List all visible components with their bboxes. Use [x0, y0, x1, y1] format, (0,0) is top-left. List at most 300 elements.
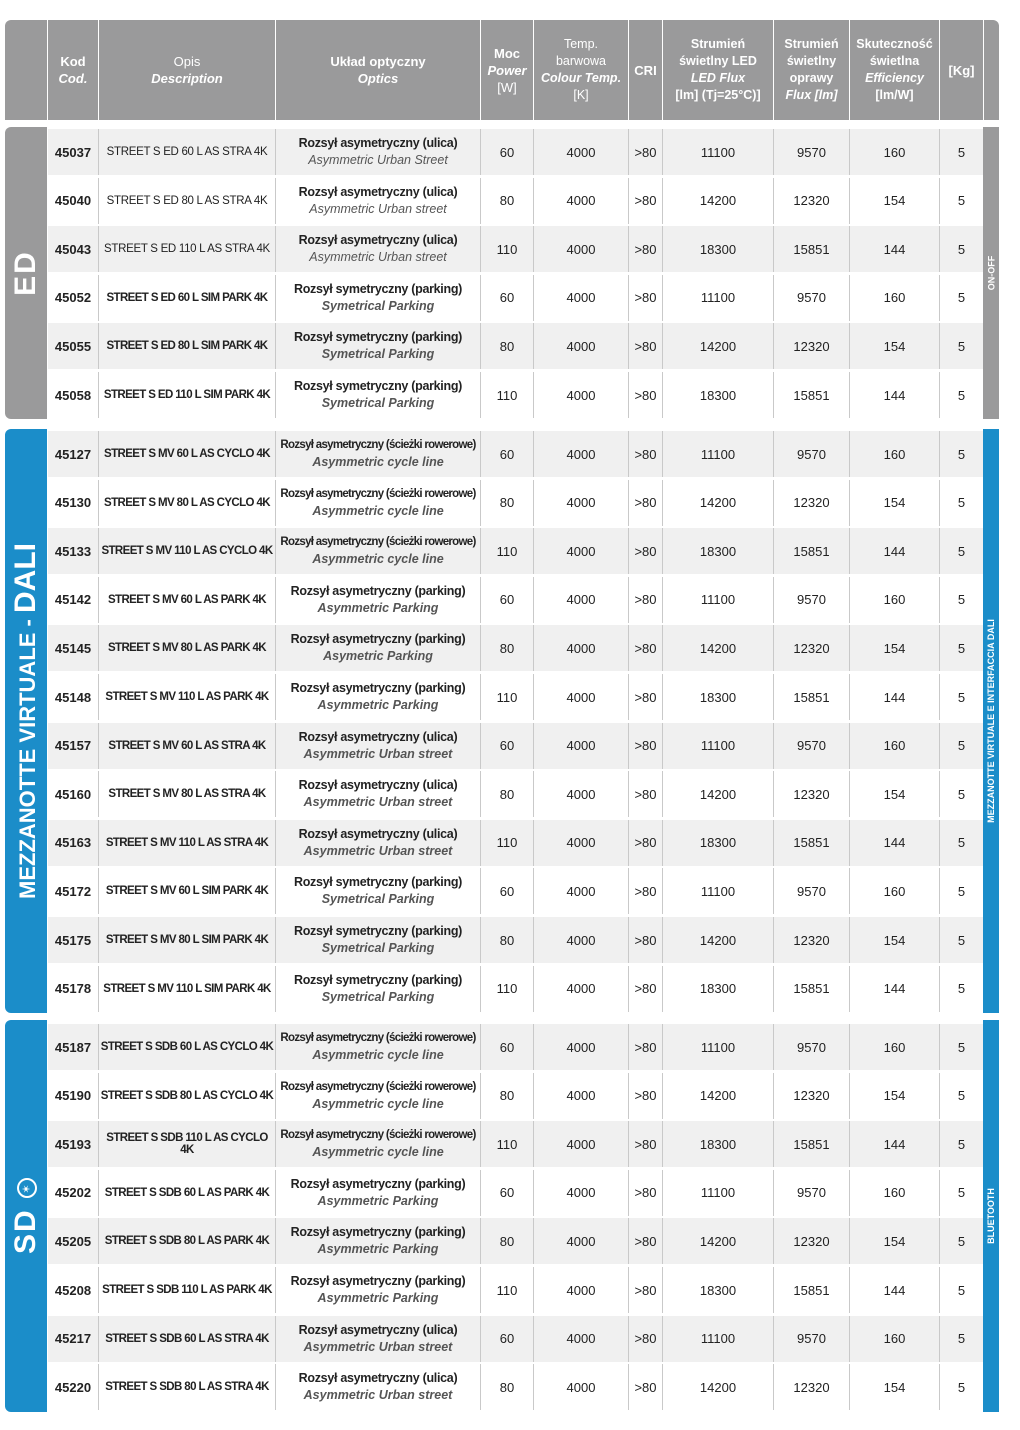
cell-flux: 15851	[774, 1267, 849, 1313]
band-mv-text: MEZZANOTTE VIRTUALE -	[15, 613, 41, 899]
table-row	[47, 129, 983, 175]
optics-pl: Rozsył asymetryczny (ulica)	[298, 778, 458, 793]
cell-cri: >80	[629, 1073, 662, 1119]
cell-code: 45202	[48, 1170, 98, 1216]
cell-temp: 4000	[534, 1121, 628, 1167]
optics-en: Asymmetric Parking	[317, 600, 439, 615]
column-divider	[480, 917, 481, 963]
optics-en: Symetrical Parking	[321, 941, 435, 955]
cell-optics	[276, 577, 480, 623]
cell-code: 45055	[48, 323, 98, 369]
header-description	[99, 20, 275, 120]
cell-led-flux: 14200	[663, 625, 773, 671]
cell-temp: 4000	[534, 528, 628, 574]
header-power	[481, 20, 533, 120]
column-divider	[662, 431, 663, 477]
optics-pl: Rozsył asymetryczny (ścieżki rowerowe)	[280, 1129, 476, 1142]
cell-cri: >80	[629, 723, 662, 769]
cell-code: 45220	[48, 1364, 98, 1410]
column-divider	[275, 674, 276, 720]
cell-flux: 12320	[774, 323, 849, 369]
cell-led-flux: 18300	[663, 226, 773, 272]
header-weight-label: [Kg]	[948, 62, 975, 78]
cell-temp: 4000	[534, 820, 628, 866]
header-flux-pl2: świetlny	[786, 54, 837, 68]
cell-kg: 5	[940, 1024, 983, 1070]
cell-code: 45148	[48, 674, 98, 720]
cell-optics	[276, 1218, 480, 1264]
column-divider	[98, 1170, 99, 1216]
column-divider	[480, 323, 481, 369]
cell-desc: STREET S ED 60 L AS STRA 4K	[99, 129, 275, 175]
column-divider	[533, 275, 534, 321]
table-row	[47, 1121, 983, 1167]
cell-led-flux: 18300	[663, 820, 773, 866]
section-band-ed	[5, 127, 47, 419]
column-divider	[480, 226, 481, 272]
table-row	[47, 372, 983, 418]
cell-desc: STREET S MV 80 L SIM PARK 4K	[99, 917, 275, 963]
column-divider	[773, 1121, 774, 1167]
cell-optics	[276, 1024, 480, 1070]
cell-temp: 4000	[534, 674, 628, 720]
header-flux-pl3: oprawy	[789, 71, 834, 85]
cell-temp: 4000	[534, 178, 628, 224]
header-optics-pl: Układ optyczny	[330, 54, 426, 69]
column-divider	[533, 625, 534, 671]
column-divider	[480, 528, 481, 574]
cell-cri: >80	[629, 528, 662, 574]
cell-eff: 154	[850, 1364, 939, 1410]
cell-desc: STREET S ED 80 L SIM PARK 4K	[99, 323, 275, 369]
cell-led-flux: 18300	[663, 372, 773, 418]
table-row	[47, 1267, 983, 1313]
cell-led-flux: 11100	[663, 129, 773, 175]
cell-temp: 4000	[534, 625, 628, 671]
cell-code: 45133	[48, 528, 98, 574]
column-divider	[662, 1364, 663, 1410]
cell-flux: 12320	[774, 178, 849, 224]
column-divider	[533, 528, 534, 574]
optics-en: Asymmetric Urban street	[303, 843, 453, 858]
cell-kg: 5	[940, 1121, 983, 1167]
cell-flux: 12320	[774, 917, 849, 963]
cell-power: 60	[481, 1024, 533, 1070]
column-divider	[275, 577, 276, 623]
column-divider	[662, 226, 663, 272]
column-divider	[849, 674, 850, 720]
cell-power: 80	[481, 625, 533, 671]
cell-code: 45142	[48, 577, 98, 623]
cell-kg: 5	[940, 480, 983, 526]
column-divider	[662, 178, 663, 224]
column-divider	[662, 1267, 663, 1313]
cell-temp: 4000	[534, 1024, 628, 1070]
optics-pl: Rozsył asymetryczny (ulica)	[298, 1371, 458, 1386]
column-divider	[773, 625, 774, 671]
column-divider	[773, 1218, 774, 1264]
cell-power: 60	[481, 275, 533, 321]
column-divider	[480, 1267, 481, 1313]
right-band-bluetooth	[983, 1020, 999, 1412]
cell-flux: 15851	[774, 1121, 849, 1167]
right-band-bluetooth-label: BLUETOOTH	[986, 1188, 996, 1244]
column-divider	[628, 431, 629, 477]
cell-cri: >80	[629, 226, 662, 272]
cell-power: 110	[481, 820, 533, 866]
column-divider	[533, 723, 534, 769]
cell-power: 80	[481, 178, 533, 224]
cell-power: 60	[481, 868, 533, 914]
cell-kg: 5	[940, 431, 983, 477]
cell-optics	[276, 1121, 480, 1167]
cell-flux: 12320	[774, 1364, 849, 1410]
cell-eff: 160	[850, 1316, 939, 1362]
column-divider	[98, 1073, 99, 1119]
cell-power: 60	[481, 577, 533, 623]
cell-led-flux: 11100	[663, 1024, 773, 1070]
column-divider	[773, 820, 774, 866]
cell-eff: 144	[850, 820, 939, 866]
optics-en: Asymmetric Urban street	[309, 250, 447, 265]
cell-temp: 4000	[534, 323, 628, 369]
column-divider	[662, 723, 663, 769]
cell-temp: 4000	[534, 129, 628, 175]
cell-code: 45217	[48, 1316, 98, 1362]
column-divider	[275, 1121, 276, 1167]
cell-code: 45175	[48, 917, 98, 963]
cell-led-flux: 11100	[663, 275, 773, 321]
column-divider	[939, 1170, 940, 1216]
column-divider	[275, 1024, 276, 1070]
cell-temp: 4000	[534, 1316, 628, 1362]
column-divider	[480, 480, 481, 526]
cell-flux: 9570	[774, 1170, 849, 1216]
cell-desc: STREET S ED 110 L AS STRA 4K	[99, 226, 275, 272]
header-power-en: Power	[487, 62, 527, 78]
cell-code: 45127	[48, 431, 98, 477]
cell-optics	[276, 917, 480, 963]
column-divider	[939, 129, 940, 175]
cell-eff: 160	[850, 431, 939, 477]
cell-cri: >80	[629, 1316, 662, 1362]
column-divider	[628, 1073, 629, 1119]
column-divider	[628, 1024, 629, 1070]
column-divider	[480, 723, 481, 769]
column-divider	[939, 577, 940, 623]
header-ledflux-pl2: świetlny LED	[679, 54, 757, 68]
column-divider	[773, 771, 774, 817]
column-divider	[275, 1170, 276, 1216]
cell-cri: >80	[629, 771, 662, 817]
column-divider	[98, 771, 99, 817]
column-divider	[773, 577, 774, 623]
cell-eff: 160	[850, 1024, 939, 1070]
column-divider	[533, 577, 534, 623]
column-divider	[533, 1316, 534, 1362]
cell-power: 60	[481, 129, 533, 175]
cell-led-flux: 11100	[663, 577, 773, 623]
column-divider	[628, 868, 629, 914]
column-divider	[98, 723, 99, 769]
column-divider	[480, 771, 481, 817]
column-divider	[533, 1170, 534, 1216]
cell-eff: 144	[850, 1267, 939, 1313]
cell-eff: 144	[850, 966, 939, 1012]
column-divider	[939, 771, 940, 817]
table-row	[47, 1364, 983, 1410]
column-divider	[533, 1024, 534, 1070]
cell-eff: 154	[850, 1218, 939, 1264]
column-divider	[662, 129, 663, 175]
cell-temp: 4000	[534, 868, 628, 914]
column-divider	[480, 275, 481, 321]
column-divider	[773, 431, 774, 477]
optics-pl: Rozsył symetryczny (parking)	[293, 379, 463, 393]
column-divider	[939, 1024, 940, 1070]
optics-en: Asymmetric Urban street	[303, 1388, 453, 1403]
cell-eff: 154	[850, 323, 939, 369]
header-temp-pl2: barwowa	[555, 54, 607, 68]
table-row	[47, 1316, 983, 1362]
column-divider	[628, 1267, 629, 1313]
column-divider	[275, 917, 276, 963]
column-divider	[275, 868, 276, 914]
column-divider	[480, 1218, 481, 1264]
optics-en: Symetrical Parking	[321, 989, 435, 1004]
table-row	[47, 528, 983, 574]
optics-pl: Rozsył asymetryczny (ulica)	[298, 1322, 458, 1337]
cell-temp: 4000	[534, 723, 628, 769]
cell-eff: 160	[850, 1170, 939, 1216]
cell-code: 45040	[48, 178, 98, 224]
column-divider	[939, 372, 940, 418]
cell-temp: 4000	[534, 771, 628, 817]
table-row	[47, 674, 983, 720]
column-divider	[849, 372, 850, 418]
cell-optics	[276, 1170, 480, 1216]
column-divider	[849, 820, 850, 866]
optics-pl: Rozsył asymetryczny (ścieżki rowerowe)	[280, 487, 476, 500]
cell-cri: >80	[629, 966, 662, 1012]
column-divider	[628, 723, 629, 769]
cell-desc: STREET S MV 80 L AS CYCLO 4K	[99, 480, 275, 526]
optics-en: Asymetric Parking	[323, 649, 433, 664]
cell-desc: STREET S MV 60 L SIM PARK 4K	[99, 868, 275, 914]
column-divider	[275, 723, 276, 769]
header-eff-en: Efficiency	[865, 71, 924, 85]
column-divider	[773, 1267, 774, 1313]
cell-kg: 5	[940, 178, 983, 224]
optics-pl: Rozsył symetryczny (parking)	[293, 281, 463, 296]
cell-desc: STREET S MV 110 L AS CYCLO 4K	[99, 528, 275, 574]
cell-power: 80	[481, 1218, 533, 1264]
cell-cri: >80	[629, 625, 662, 671]
column-divider	[480, 129, 481, 175]
cell-led-flux: 11100	[663, 723, 773, 769]
column-divider	[662, 966, 663, 1012]
column-divider	[480, 868, 481, 914]
table-row	[47, 966, 983, 1012]
cell-power: 110	[481, 966, 533, 1012]
cell-temp: 4000	[534, 1267, 628, 1313]
cell-led-flux: 14200	[663, 1218, 773, 1264]
column-divider	[533, 323, 534, 369]
cell-code: 45178	[48, 966, 98, 1012]
table-row	[47, 868, 983, 914]
column-divider	[628, 323, 629, 369]
cell-optics	[276, 431, 480, 477]
cell-code: 45193	[48, 1121, 98, 1167]
band-mv-label	[9, 543, 43, 899]
cell-eff: 154	[850, 178, 939, 224]
cell-optics	[276, 625, 480, 671]
column-divider	[939, 917, 940, 963]
column-divider	[849, 431, 850, 477]
column-divider	[849, 625, 850, 671]
cell-cri: >80	[629, 1024, 662, 1070]
cell-flux: 15851	[774, 674, 849, 720]
cell-eff: 144	[850, 226, 939, 272]
cell-power: 60	[481, 1170, 533, 1216]
cell-flux: 15851	[774, 226, 849, 272]
optics-en: Asymmetric Urban street	[303, 795, 453, 810]
column-divider	[98, 917, 99, 963]
cell-temp: 4000	[534, 1170, 628, 1216]
cell-code: 45163	[48, 820, 98, 866]
column-divider	[662, 1024, 663, 1070]
column-divider	[849, 577, 850, 623]
column-divider	[628, 577, 629, 623]
column-divider	[662, 323, 663, 369]
cell-led-flux: 14200	[663, 480, 773, 526]
cell-desc: STREET S MV 60 L AS CYCLO 4K	[99, 431, 275, 477]
header-colour-temp	[534, 20, 628, 120]
optics-en: Asymmetric cycle line	[312, 1048, 444, 1062]
column-divider	[533, 1267, 534, 1313]
optics-en: Asymmetric Urban street	[303, 1339, 453, 1354]
cell-desc: STREET S SDB 60 L AS CYCLO 4K	[99, 1024, 275, 1070]
column-divider	[533, 226, 534, 272]
column-divider	[628, 275, 629, 321]
cell-led-flux: 18300	[663, 1121, 773, 1167]
cell-code: 45187	[48, 1024, 98, 1070]
column-divider	[662, 480, 663, 526]
cell-desc: STREET S ED 80 L AS STRA 4K	[99, 178, 275, 224]
cell-cri: >80	[629, 674, 662, 720]
cell-led-flux: 18300	[663, 1267, 773, 1313]
cell-optics	[276, 480, 480, 526]
table-row	[47, 771, 983, 817]
column-divider	[849, 1073, 850, 1119]
optics-en: Asymmetric cycle line	[312, 552, 444, 567]
bluetooth-icon: ✶	[17, 1178, 37, 1198]
column-divider	[628, 820, 629, 866]
cell-desc: STREET S SDB 60 L AS PARK 4K	[99, 1170, 275, 1216]
column-divider	[533, 480, 534, 526]
cell-led-flux: 11100	[663, 868, 773, 914]
header-power-pl: Moc	[493, 45, 520, 61]
column-divider	[533, 917, 534, 963]
cell-desc: STREET S MV 60 L AS STRA 4K	[99, 723, 275, 769]
column-divider	[480, 674, 481, 720]
column-divider	[773, 275, 774, 321]
cell-led-flux: 18300	[663, 966, 773, 1012]
column-divider	[939, 1218, 940, 1264]
column-divider	[849, 966, 850, 1012]
column-divider	[773, 129, 774, 175]
column-divider	[628, 1218, 629, 1264]
header-eff-pl2: świetlna	[869, 54, 920, 68]
cell-temp: 4000	[534, 372, 628, 418]
cell-eff: 144	[850, 674, 939, 720]
optics-pl: Rozsył asymetryczny (parking)	[290, 632, 466, 647]
cell-led-flux: 18300	[663, 674, 773, 720]
cell-optics	[276, 275, 480, 321]
column-divider	[773, 372, 774, 418]
column-divider	[628, 1170, 629, 1216]
cell-optics	[276, 178, 480, 224]
column-divider	[773, 1364, 774, 1410]
cell-desc: STREET S SDB 60 L AS STRA 4K	[99, 1316, 275, 1362]
column-divider	[849, 1267, 850, 1313]
cell-code: 45037	[48, 129, 98, 175]
column-divider	[773, 1073, 774, 1119]
column-divider	[98, 480, 99, 526]
optics-en: Asymmetric Urban street	[309, 201, 447, 216]
cell-temp: 4000	[534, 1364, 628, 1410]
column-divider	[849, 1024, 850, 1070]
cell-flux: 12320	[774, 625, 849, 671]
cell-optics	[276, 966, 480, 1012]
cell-flux: 12320	[774, 480, 849, 526]
cell-code: 45157	[48, 723, 98, 769]
column-divider	[533, 372, 534, 418]
column-divider	[662, 820, 663, 866]
cell-flux: 9570	[774, 1024, 849, 1070]
cell-cri: >80	[629, 323, 662, 369]
header-code	[48, 20, 98, 120]
cell-desc: STREET S ED 60 L SIM PARK 4K	[99, 275, 275, 321]
column-divider	[533, 868, 534, 914]
column-divider	[849, 1218, 850, 1264]
header-code-en: Cod.	[58, 71, 88, 86]
column-divider	[98, 528, 99, 574]
cell-desc: STREET S ED 110 L SIM PARK 4K	[99, 372, 275, 418]
column-divider	[939, 820, 940, 866]
cell-cri: >80	[629, 275, 662, 321]
column-divider	[849, 480, 850, 526]
cell-led-flux: 14200	[663, 1364, 773, 1410]
column-divider	[480, 966, 481, 1012]
optics-pl: Rozsył asymetryczny (ścieżki rowerowe)	[280, 1080, 476, 1093]
column-divider	[849, 178, 850, 224]
column-divider	[275, 431, 276, 477]
column-divider	[275, 1267, 276, 1313]
column-divider	[773, 868, 774, 914]
column-divider	[939, 226, 940, 272]
column-divider	[480, 1364, 481, 1410]
column-divider	[275, 323, 276, 369]
column-divider	[628, 966, 629, 1012]
column-divider	[98, 577, 99, 623]
column-divider	[773, 1316, 774, 1362]
cell-cri: >80	[629, 178, 662, 224]
cell-optics	[276, 528, 480, 574]
cell-optics	[276, 129, 480, 175]
cell-flux: 9570	[774, 431, 849, 477]
table-row	[47, 917, 983, 963]
